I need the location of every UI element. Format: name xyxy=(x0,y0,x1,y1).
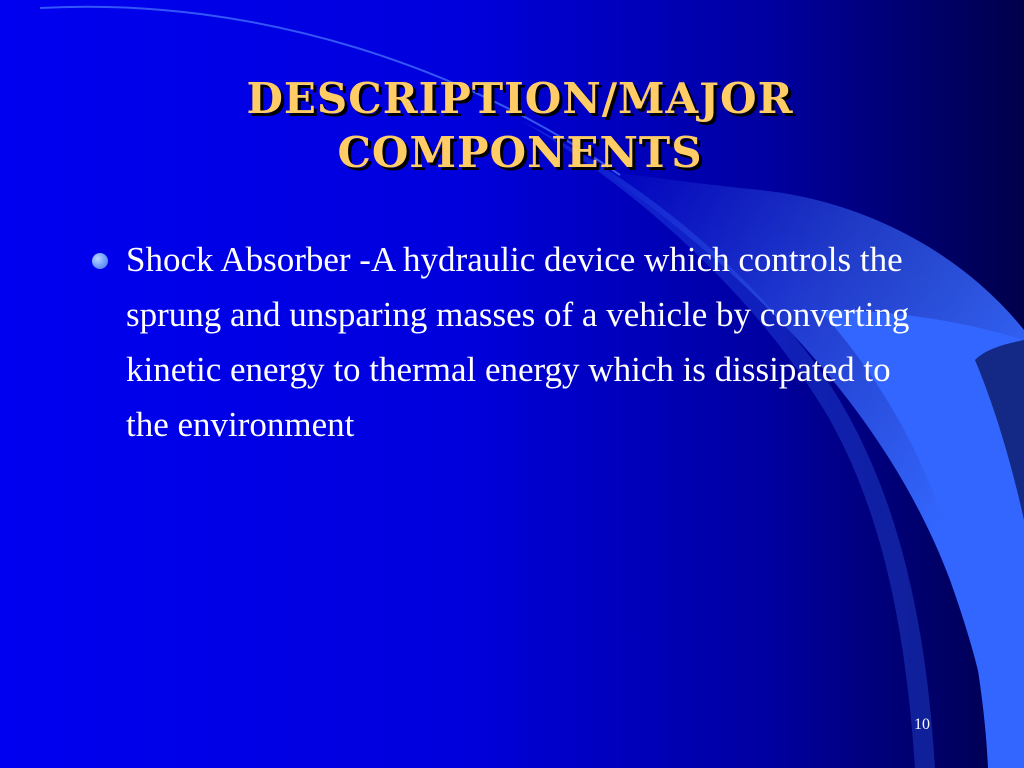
bullet-list xyxy=(90,232,940,452)
list-item xyxy=(90,232,940,452)
slide-title: DESCRIPTION/MAJOR COMPONENTS xyxy=(246,74,794,177)
bullet-icon xyxy=(92,253,108,269)
slide-number: 10 xyxy=(914,716,930,733)
bullet-text: Shock Absorber -A hydraulic device which controls the sprung and unsparing masses of a vehicle by converting kinetic energy to thermal energy which is dissipated to the environment xyxy=(126,240,910,444)
